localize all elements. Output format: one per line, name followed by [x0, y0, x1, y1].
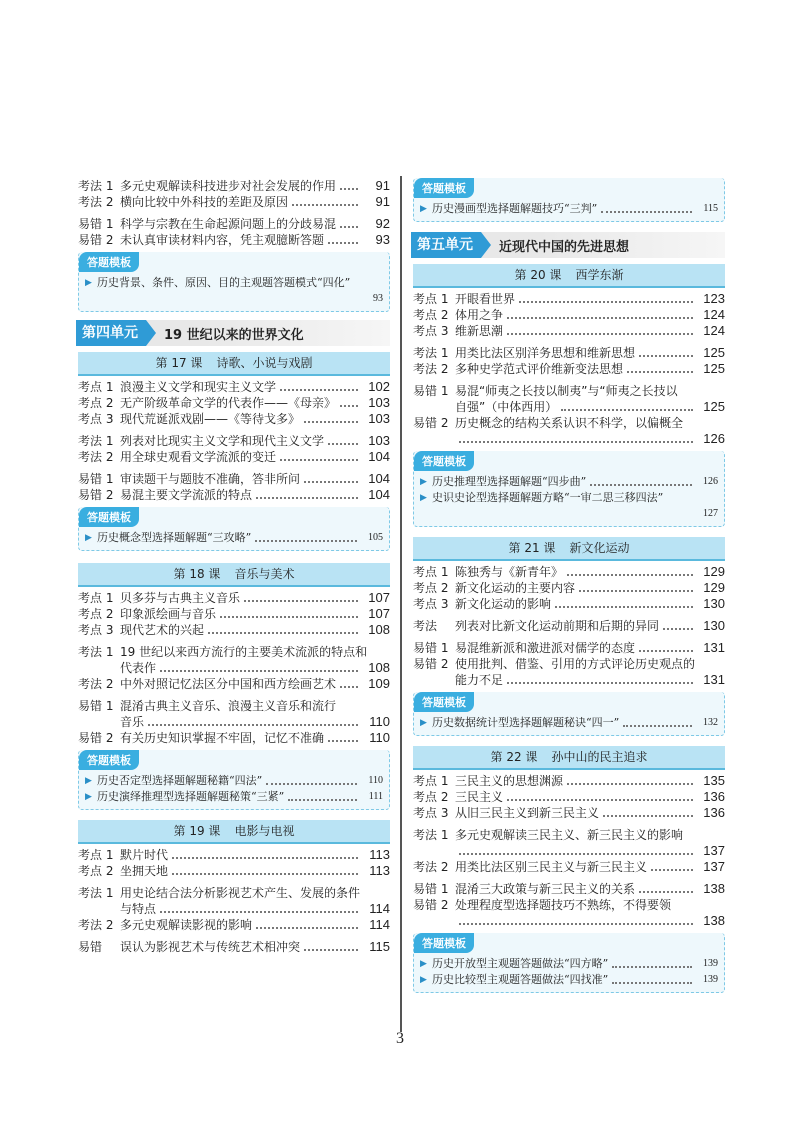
page-ref: 125 — [703, 345, 725, 360]
triangle-right-icon: ▶ — [85, 278, 92, 288]
unit-title: 19 世纪以来的世界文化 — [164, 327, 304, 343]
answer-template-tag: 答题模板 — [414, 451, 474, 471]
toc-entry[interactable]: 考点 3 现代荒诞派戏剧——《等待戈多》 103 — [78, 411, 390, 426]
toc-entry[interactable]: 易错 2 使用批判、借鉴、引用的方式评论历史观点的 能力不足 131 — [413, 657, 725, 687]
toc-left-column — [78, 178, 390, 955]
toc-entry[interactable]: 考点 2 坐拥天地 113 — [78, 863, 390, 878]
lesson-header: 第 21 课 新文化运动 — [413, 537, 725, 561]
answer-template-box — [413, 451, 725, 527]
toc-entry[interactable]: 易错 1 混淆古典主义音乐、浪漫主义音乐和流行 音乐 110 — [78, 699, 390, 729]
page-ref: 103 — [368, 395, 390, 410]
lesson-header: 第 22 课 孙中山的民主追求 — [413, 746, 725, 770]
page-ref: 91 — [375, 178, 390, 193]
page-ref: 92 — [375, 216, 390, 231]
toc-entry[interactable]: 易错 1 审读题干与题肢不准确，答非所问 104 — [78, 471, 390, 486]
page-ref: 115 — [703, 203, 718, 214]
triangle-right-icon: ▶ — [420, 204, 427, 214]
page-ref: 91 — [375, 194, 390, 209]
toc-entry[interactable]: 考法 2 用类比法区别三民主义与新三民主义 137 — [413, 859, 725, 874]
page-ref: 104 — [368, 471, 390, 486]
page-ref: 108 — [368, 660, 390, 675]
toc-entry[interactable]: 考点 1 贝多芬与古典主义音乐 107 — [78, 590, 390, 605]
toc-entry[interactable]: 易错 1 易混“师夷之长技以制夷”与“师夷之长技以 自强”（中体西用） 125 — [413, 384, 725, 414]
toc-entry[interactable]: 考点 2 印象派绘画与音乐 107 — [78, 606, 390, 621]
page-ref: 127 — [703, 508, 718, 519]
page-ref: 129 — [703, 564, 725, 579]
answer-template-tag: 答题模板 — [79, 750, 139, 770]
toc-entry[interactable]: 考法 1 多元史观解读科技进步对社会发展的作用 91 — [78, 178, 390, 193]
answer-template-tag: 答题模板 — [414, 692, 474, 712]
page-ref: 125 — [703, 399, 725, 414]
page-ref: 124 — [703, 323, 725, 338]
page-ref: 137 — [703, 843, 725, 858]
page-ref: 109 — [368, 676, 390, 691]
page-ref: 124 — [703, 307, 725, 322]
page-ref: 136 — [703, 789, 725, 804]
page-ref: 93 — [375, 232, 390, 247]
toc-entry[interactable]: 考点 2 三民主义 136 — [413, 789, 725, 804]
toc-entry[interactable]: 考法 1 用类比法区别洋务思想和维新思想 125 — [413, 345, 725, 360]
page-ref: 103 — [368, 411, 390, 426]
template-item[interactable]: ▶ 历史数据统计型选择题解题秘诀“四一” 132 — [420, 716, 718, 729]
answer-template-box — [413, 933, 725, 993]
page-ref: 115 — [369, 939, 390, 954]
template-item[interactable]: ▶ 历史漫画型选择题解题技巧“三判” 115 — [420, 202, 718, 215]
toc-entry[interactable]: 考法 1 多元史观解读三民主义、新三民主义的影响 137 — [413, 828, 725, 858]
page-ref: 114 — [369, 917, 390, 932]
page-ref: 130 — [703, 618, 725, 633]
triangle-right-icon: ▶ — [420, 959, 427, 969]
page-ref: 138 — [703, 913, 725, 928]
toc-entry[interactable]: 考法 2 用全球史观看文学流派的变迁 104 — [78, 449, 390, 464]
toc-entry[interactable]: 考法 2 多种史学范式评价维新变法思想 125 — [413, 361, 725, 376]
toc-entry[interactable]: 易错 2 易混主要文学流派的特点 104 — [78, 487, 390, 502]
toc-entry[interactable]: 考点 2 无产阶级革命文学的代表作——《母亲》 103 — [78, 395, 390, 410]
toc-entry[interactable]: 考法 2 横向比较中外科技的差距及原因 91 — [78, 194, 390, 209]
page-ref: 126 — [703, 431, 725, 446]
page-ref: 107 — [368, 590, 390, 605]
template-item[interactable]: ▶ 历史概念型选择题解题“三攻略” 105 — [85, 531, 383, 544]
toc-entry[interactable]: 考点 3 从旧三民主义到新三民主义 136 — [413, 805, 725, 820]
unit-header — [76, 320, 390, 346]
triangle-right-icon: ▶ — [420, 493, 427, 503]
page-number: 3 — [396, 1030, 404, 1047]
toc-entry[interactable]: 易错 2 历史概念的结构关系认识不科学，以偏概全 126 — [413, 416, 725, 446]
toc-entry[interactable]: 易错 1 混淆三大政策与新三民主义的关系 138 — [413, 881, 725, 896]
page-ref: 130 — [703, 596, 725, 611]
toc-right-column — [413, 178, 725, 997]
page-ref: 110 — [368, 775, 383, 786]
page-ref: 113 — [369, 847, 390, 862]
unit-badge: 第五单元 — [411, 232, 481, 258]
toc-entry[interactable]: 易错 2 有关历史知识掌握不牢固，记忆不准确 110 — [78, 730, 390, 745]
answer-template-box — [78, 750, 390, 810]
column-divider — [400, 176, 402, 1032]
page-ref: 105 — [368, 532, 383, 543]
toc-entry[interactable]: 考点 1 陈独秀与《新青年》 129 — [413, 564, 725, 579]
unit-badge: 第四单元 — [76, 320, 146, 346]
page-ref: 107 — [368, 606, 390, 621]
page-ref: 104 — [368, 449, 390, 464]
page-ref: 132 — [703, 717, 718, 728]
page-ref: 129 — [703, 580, 725, 595]
triangle-right-icon: ▶ — [420, 477, 427, 487]
toc-entry[interactable]: 易错 2 处理程度型选择题技巧不熟练，不得要领 138 — [413, 898, 725, 928]
toc-entry[interactable]: 考法 1 19 世纪以来西方流行的主要美术流派的特点和 代表作 108 — [78, 645, 390, 675]
toc-entry[interactable]: 考点 1 三民主义的思想渊源 135 — [413, 773, 725, 788]
triangle-right-icon: ▶ — [85, 792, 92, 802]
template-item[interactable]: ▶ 史识史论型选择题解题方略“一审二思三移四法” 127 — [420, 490, 718, 522]
toc-entry[interactable]: 考点 3 维新思潮 124 — [413, 323, 725, 338]
unit-header — [411, 232, 725, 258]
template-item[interactable]: ▶ 历史背景、条件、原因、目的主观题答题模式“四化” 93 — [85, 275, 383, 307]
template-item[interactable]: ▶ 历史开放型主观题答题做法“四方略” 139 — [420, 957, 718, 970]
answer-template-tag: 答题模板 — [79, 507, 139, 527]
triangle-right-icon: ▶ — [420, 718, 427, 728]
page-ref: 131 — [703, 672, 725, 687]
toc-entry[interactable]: 考点 1 浪漫主义文学和现实主义文学 102 — [78, 379, 390, 394]
page-ref: 93 — [373, 293, 383, 304]
toc-entry[interactable]: 考点 3 现代艺术的兴起 108 — [78, 622, 390, 637]
toc-entry[interactable]: 易错 1 科学与宗教在生命起源问题上的分歧易混 92 — [78, 216, 390, 231]
template-item[interactable]: ▶ 历史演绎推理型选择题解题秘策“三紧” 111 — [85, 790, 383, 803]
page-ref: 136 — [703, 805, 725, 820]
page-ref: 131 — [703, 640, 725, 655]
unit-title: 近现代中国的先进思想 — [499, 239, 630, 255]
lesson-header: 第 18 课 音乐与美术 — [78, 563, 390, 587]
page-ref: 113 — [369, 863, 390, 878]
answer-template-box — [78, 252, 390, 312]
toc-entry[interactable]: 考法 1 用史论结合法分析影视艺术产生、发展的条件 与特点 114 — [78, 886, 390, 916]
toc-entry[interactable]: 考法 2 多元史观解读影视的影响 114 — [78, 917, 390, 932]
page-ref: 125 — [703, 361, 725, 376]
answer-template-box — [413, 692, 725, 736]
toc-entry[interactable]: 考点 1 默片时代 113 — [78, 847, 390, 862]
template-item[interactable]: ▶ 历史比较型主观题答题做法“四找准” 139 — [420, 973, 718, 986]
template-item[interactable]: ▶ 历史否定型选择题解题秘籍“四法” 110 — [85, 774, 383, 787]
page-ref: 126 — [703, 476, 718, 487]
toc-entry[interactable]: 考点 2 新文化运动的主要内容 129 — [413, 580, 725, 595]
page-ref: 103 — [368, 433, 390, 448]
page-ref: 114 — [369, 901, 390, 916]
answer-template-box — [78, 507, 390, 551]
toc-entry[interactable]: 考法 列表对比新文化运动前期和后期的异同 130 — [413, 618, 725, 633]
page-ref: 108 — [368, 622, 390, 637]
template-item[interactable]: ▶ 历史推理型选择题解题“四步曲” 126 — [420, 475, 718, 488]
toc-entry[interactable]: 考法 2 中外对照记忆法区分中国和西方绘画艺术 109 — [78, 676, 390, 691]
page-ref: 110 — [369, 730, 390, 745]
toc-entry[interactable]: 考点 1 开眼看世界 123 — [413, 291, 725, 306]
lesson-header: 第 20 课 西学东渐 — [413, 264, 725, 288]
toc-entry[interactable]: 考点 3 新文化运动的影响 130 — [413, 596, 725, 611]
page-ref: 138 — [703, 881, 725, 896]
toc-entry[interactable]: 易错 误认为影视艺术与传统艺术相冲突 115 — [78, 939, 390, 954]
answer-template-tag: 答题模板 — [414, 178, 474, 198]
page-ref: 123 — [703, 291, 725, 306]
page-ref: 111 — [368, 791, 383, 802]
page-ref: 137 — [703, 859, 725, 874]
triangle-right-icon: ▶ — [85, 533, 92, 543]
answer-template-box — [413, 178, 725, 222]
page-ref: 102 — [368, 379, 390, 394]
page-ref: 104 — [368, 487, 390, 502]
triangle-right-icon: ▶ — [420, 975, 427, 985]
lesson-header: 第 19 课 电影与电视 — [78, 820, 390, 844]
page-ref: 139 — [703, 974, 718, 985]
page-ref: 110 — [369, 714, 390, 729]
page-ref: 135 — [703, 773, 725, 788]
triangle-right-icon: ▶ — [85, 776, 92, 786]
lesson-header: 第 17 课 诗歌、小说与戏剧 — [78, 352, 390, 376]
toc-entry[interactable]: 考法 1 列表对比现实主义文学和现代主义文学 103 — [78, 433, 390, 448]
page-ref: 139 — [703, 958, 718, 969]
toc-entry[interactable]: 考点 2 体用之争 124 — [413, 307, 725, 322]
toc-entry[interactable]: 易错 1 易混维新派和激进派对儒学的态度 131 — [413, 640, 725, 655]
toc-entry[interactable]: 易错 2 未认真审读材料内容，凭主观臆断答题 93 — [78, 232, 390, 247]
answer-template-tag: 答题模板 — [79, 252, 139, 272]
answer-template-tag: 答题模板 — [414, 933, 474, 953]
